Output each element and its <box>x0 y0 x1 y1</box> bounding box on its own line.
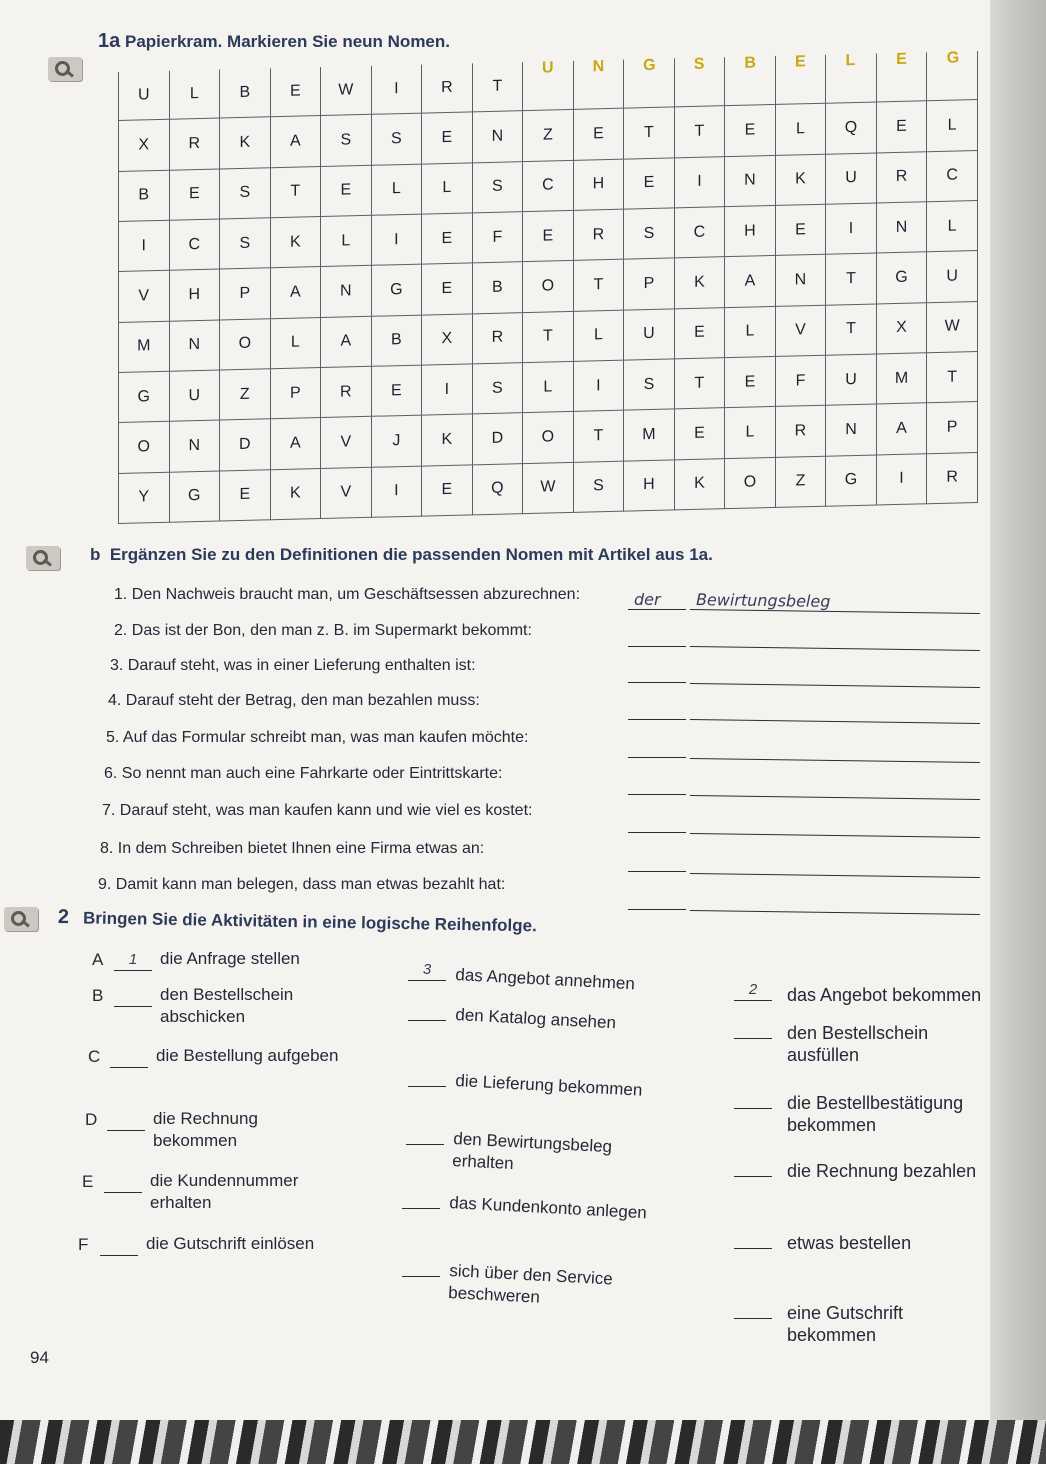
grid-cell[interactable] <box>624 58 675 108</box>
grid-cell[interactable] <box>573 60 624 110</box>
grid-cell[interactable]: E <box>169 169 220 221</box>
grid-cell[interactable]: X <box>119 120 170 172</box>
grid-cell[interactable]: N <box>321 266 372 318</box>
grid-cell[interactable]: L <box>270 317 321 369</box>
exercise-1a-number: 1a <box>98 30 121 52</box>
definition-item: 5. Auf das Formular schreibt man, was man kaufen möchte: <box>106 729 529 746</box>
grid-cell[interactable]: V <box>119 271 170 323</box>
exercise-1b-header <box>90 545 713 565</box>
grid-cell[interactable]: E <box>321 165 372 217</box>
order-blank[interactable] <box>734 1230 772 1249</box>
grid-cell[interactable]: D <box>472 413 523 465</box>
grid-cell[interactable]: N <box>169 420 220 472</box>
grid-cell[interactable]: S <box>371 114 422 166</box>
grid-cell[interactable]: A <box>725 256 776 308</box>
grid-cell[interactable]: L <box>725 306 776 358</box>
grid-cell[interactable]: K <box>775 154 826 206</box>
exercise-1a-title: Papierkram. Markieren Sie neun Nomen. <box>124 32 450 51</box>
grid-cell[interactable]: R <box>321 366 372 418</box>
activity-text: die Rechnung bekommen <box>153 1109 258 1150</box>
grid-cell[interactable]: E <box>422 465 473 517</box>
grid-cell[interactable]: U <box>927 251 978 303</box>
grid-cell[interactable]: K <box>270 217 321 269</box>
order-blank[interactable]: 2 <box>734 982 772 1001</box>
definition-item: 6. So nennt man auch eine Fahrkarte oder Eintrittskarte: <box>104 765 503 782</box>
activity-text: den Bestellschein ausfüllen <box>787 1023 929 1065</box>
grid-cell[interactable]: W <box>927 301 978 353</box>
grid-cell[interactable]: L <box>775 104 826 156</box>
word-search-grid <box>118 51 978 524</box>
exercise-2-title: Bringen Sie die Aktivitäten in eine logische Reihenfolge. <box>82 908 537 936</box>
grid-cell[interactable]: I <box>876 453 927 505</box>
grid-cell[interactable]: A <box>270 267 321 319</box>
grid-cell[interactable]: S <box>321 115 372 167</box>
grid-cell[interactable] <box>876 52 927 102</box>
activity-text: die Gutschrift einlösen <box>146 1234 315 1253</box>
grid-cell[interactable]: A <box>876 403 927 455</box>
grid-header-letter: U <box>542 59 554 77</box>
grid-cell[interactable]: L <box>422 163 473 215</box>
grid-cell[interactable]: F <box>775 355 826 407</box>
definition-item: 3. Darauf steht, was in einer Lieferung enthalten ist: <box>110 657 476 674</box>
activity-text: die Kundennummer erhalten <box>150 1171 299 1212</box>
grid-cell[interactable]: O <box>725 457 776 509</box>
order-blank[interactable]: 1 <box>114 952 152 971</box>
grid-cell[interactable]: S <box>624 208 675 260</box>
exercise-1b-title: Ergänzen Sie zu den Definitionen die passenden Nomen mit Artikel aus 1a. <box>109 545 713 564</box>
noun-blank[interactable] <box>690 666 980 688</box>
grid-cell[interactable]: B <box>220 68 271 118</box>
magnifier-icon <box>26 546 60 570</box>
grid-cell[interactable]: D <box>220 419 271 471</box>
grid-cell[interactable]: E <box>624 158 675 210</box>
grid-cell[interactable]: V <box>321 417 372 469</box>
grid-cell[interactable]: O <box>523 412 574 464</box>
activity-text: eine Gutschrift bekommen <box>787 1303 904 1345</box>
definition-item: 8. In dem Schreiben bietet Ihnen eine Firma etwas an: <box>100 840 485 857</box>
grid-cell[interactable]: T <box>826 304 877 356</box>
activity-letter: D <box>85 1110 98 1129</box>
grid-cell[interactable]: R <box>422 63 473 113</box>
grid-header-letter: B <box>744 54 756 72</box>
grid-cell[interactable]: B <box>472 262 523 314</box>
grid-cell[interactable]: G <box>826 455 877 507</box>
order-blank[interactable] <box>406 1126 444 1145</box>
grid-cell[interactable]: P <box>270 368 321 420</box>
grid-cell[interactable]: N <box>472 111 523 163</box>
activity-text: die Anfrage stellen <box>160 949 300 968</box>
grid-cell[interactable]: E <box>523 210 574 262</box>
grid-cell[interactable]: I <box>371 214 422 266</box>
grid-cell[interactable]: E <box>725 356 776 408</box>
grid-cell[interactable]: E <box>371 365 422 417</box>
grid-cell[interactable]: N <box>775 255 826 307</box>
grid-cell[interactable]: I <box>573 360 624 412</box>
grid-cell[interactable]: M <box>624 409 675 461</box>
activity-text: die Lieferung bekommen <box>454 1070 643 1100</box>
grid-header-letter: S <box>693 55 705 73</box>
activity-text: den Bewirtungsbeleg erhalten <box>451 1128 613 1174</box>
grid-cell[interactable]: L <box>573 310 624 362</box>
grid-cell[interactable]: V <box>321 467 372 519</box>
order-blank[interactable] <box>107 1112 145 1131</box>
grid-cell[interactable]: E <box>775 204 826 256</box>
article-blank[interactable] <box>628 629 686 647</box>
grid-cell[interactable]: K <box>674 257 725 309</box>
grid-cell[interactable]: L <box>927 201 978 253</box>
grid-header-letter: L <box>845 51 856 70</box>
grid-cell[interactable]: W <box>321 66 372 116</box>
order-blank[interactable] <box>408 1002 446 1021</box>
grid-cell[interactable]: A <box>321 316 372 368</box>
grid-cell[interactable] <box>927 51 978 101</box>
grid-cell[interactable]: E <box>422 213 473 265</box>
grid-cell[interactable]: T <box>927 352 978 404</box>
grid-cell[interactable]: G <box>169 471 220 523</box>
grid-cell[interactable]: M <box>876 353 927 405</box>
grid-cell[interactable]: H <box>725 206 776 258</box>
activity-text: die Bestellbestätigung bekommen <box>787 1093 964 1135</box>
grid-cell[interactable]: J <box>371 415 422 467</box>
grid-cell[interactable] <box>725 56 776 106</box>
order-blank[interactable] <box>402 1258 440 1277</box>
grid-cell[interactable]: E <box>220 469 271 521</box>
article-blank[interactable]: der <box>628 592 686 610</box>
order-blank[interactable] <box>408 1068 446 1087</box>
article-blank[interactable] <box>628 777 686 795</box>
grid-cell[interactable]: L <box>169 70 220 120</box>
grid-cell[interactable]: Y <box>119 472 170 524</box>
grid-cell[interactable]: G <box>119 371 170 423</box>
grid-cell[interactable]: N <box>169 320 220 372</box>
grid-cell[interactable]: O <box>220 319 271 371</box>
grid-cell[interactable]: U <box>826 354 877 406</box>
grid-cell[interactable]: R <box>169 119 220 171</box>
grid-cell[interactable]: N <box>826 404 877 456</box>
article-blank[interactable] <box>628 665 686 683</box>
activity-text: den Katalog ansehen <box>454 1004 617 1033</box>
grid-cell[interactable]: C <box>523 160 574 212</box>
grid-cell[interactable]: L <box>725 407 776 459</box>
grid-cell[interactable]: X <box>422 314 473 366</box>
article-blank[interactable] <box>628 815 686 833</box>
grid-cell[interactable]: T <box>573 260 624 312</box>
order-blank[interactable] <box>110 1049 148 1068</box>
grid-cell[interactable]: N <box>876 202 927 254</box>
grid-cell[interactable]: O <box>119 422 170 474</box>
grid-cell[interactable]: S <box>220 218 271 270</box>
grid-cell[interactable]: S <box>220 168 271 220</box>
order-blank[interactable]: 3 <box>408 962 446 981</box>
order-blank[interactable] <box>734 1090 772 1109</box>
article-blank[interactable] <box>628 702 686 720</box>
grid-cell[interactable]: I <box>371 65 422 115</box>
grid-cell[interactable]: E <box>573 109 624 161</box>
grid-cell[interactable]: S <box>573 461 624 513</box>
grid-cell[interactable]: A <box>270 418 321 470</box>
grid-cell[interactable]: U <box>624 309 675 361</box>
grid-cell[interactable]: N <box>725 155 776 207</box>
grid-cell[interactable]: O <box>523 261 574 313</box>
grid-cell[interactable]: T <box>472 62 523 112</box>
grid-cell[interactable]: Z <box>220 369 271 421</box>
magnifier-icon <box>48 57 82 81</box>
definition-item: 2. Das ist der Bon, den man z. B. im Supermarkt bekommt: <box>114 622 532 639</box>
grid-cell[interactable]: Q <box>472 463 523 515</box>
grid-cell[interactable]: E <box>674 307 725 359</box>
order-blank[interactable] <box>734 1158 772 1177</box>
article-blank[interactable] <box>628 892 686 910</box>
grid-cell[interactable]: A <box>270 116 321 168</box>
activity-text: etwas bestellen <box>787 1233 912 1253</box>
activity-letter: F <box>78 1235 89 1254</box>
grid-header-letter: E <box>794 53 806 71</box>
order-blank[interactable] <box>734 1300 772 1319</box>
magnifier-icon <box>4 907 38 931</box>
grid-cell[interactable]: G <box>371 265 422 317</box>
page-number: 94 <box>30 1348 49 1367</box>
grid-cell[interactable]: I <box>674 156 725 208</box>
grid-cell[interactable]: K <box>422 414 473 466</box>
grid-cell[interactable]: G <box>876 252 927 304</box>
grid-cell[interactable]: R <box>927 452 978 504</box>
order-blank[interactable] <box>104 1174 142 1193</box>
background-surface <box>0 1420 1046 1464</box>
grid-cell[interactable]: X <box>876 302 927 354</box>
definition-item: 9. Damit kann man belegen, dass man etwas bezahlt hat: <box>98 876 506 893</box>
grid-header-letter: E <box>896 50 907 68</box>
exercise-2-number: 2 <box>57 906 70 929</box>
grid-cell[interactable]: Q <box>826 102 877 154</box>
activity-text: das Angebot bekommen <box>787 985 982 1005</box>
grid-cell[interactable]: S <box>624 359 675 411</box>
grid-cell[interactable]: H <box>169 269 220 321</box>
page-edge <box>990 0 1046 1464</box>
grid-cell[interactable]: T <box>624 107 675 159</box>
grid-cell[interactable]: Z <box>523 110 574 162</box>
grid-cell[interactable]: T <box>674 358 725 410</box>
definition-item: 4. Darauf steht der Betrag, den man bezahlen muss: <box>108 692 480 709</box>
article-blank[interactable] <box>628 740 686 758</box>
activity-text: die Rechnung bezahlen <box>787 1161 977 1181</box>
grid-cell[interactable]: T <box>674 106 725 158</box>
grid-cell[interactable]: B <box>119 170 170 222</box>
definition-item: 7. Darauf steht, was man kaufen kann und wie viel es kostet: <box>102 802 533 819</box>
grid-cell[interactable] <box>775 55 826 105</box>
grid-cell[interactable]: U <box>119 71 170 121</box>
grid-cell[interactable]: W <box>523 462 574 514</box>
grid-cell[interactable]: E <box>674 408 725 460</box>
grid-cell[interactable]: T <box>826 253 877 305</box>
article-blank[interactable] <box>628 854 686 872</box>
grid-cell[interactable]: U <box>169 370 220 422</box>
grid-cell[interactable]: E <box>422 112 473 164</box>
grid-cell[interactable]: E <box>725 105 776 157</box>
grid-cell[interactable]: P <box>220 268 271 320</box>
grid-cell[interactable] <box>674 57 725 107</box>
grid-cell[interactable]: H <box>573 159 624 211</box>
exercise-1a-header <box>98 30 450 53</box>
grid-cell[interactable]: R <box>573 209 624 261</box>
grid-cell[interactable]: P <box>927 402 978 454</box>
order-blank[interactable] <box>402 1190 440 1209</box>
grid-cell[interactable]: R <box>775 406 826 458</box>
activity-text: das Kundenkonto anlegen <box>448 1192 648 1223</box>
order-blank[interactable] <box>100 1237 138 1256</box>
grid-cell[interactable]: C <box>927 150 978 202</box>
grid-cell[interactable]: E <box>422 263 473 315</box>
activity-text: die Bestellung aufgeben <box>156 1046 339 1065</box>
activity-text: sich über den Service beschweren <box>447 1260 614 1307</box>
noun-blank[interactable]: Bewirtungsbeleg <box>690 592 980 614</box>
order-blank[interactable] <box>734 1020 772 1039</box>
activity-letter: A <box>92 950 104 969</box>
grid-cell[interactable]: I <box>119 220 170 272</box>
definition-item: 1. Den Nachweis braucht man, um Geschäftsessen abzurechnen: <box>114 586 581 603</box>
activity-letter: B <box>92 986 104 1005</box>
grid-header-letter: N <box>592 58 605 76</box>
grid-cell[interactable]: L <box>321 215 372 267</box>
grid-cell[interactable]: T <box>523 311 574 363</box>
grid-cell[interactable]: P <box>624 258 675 310</box>
noun-blank[interactable] <box>690 741 980 763</box>
grid-cell[interactable]: L <box>927 100 978 152</box>
grid-cell[interactable]: R <box>472 312 523 364</box>
grid-cell[interactable] <box>826 53 877 103</box>
grid-cell[interactable]: T <box>270 166 321 218</box>
grid-cell[interactable]: T <box>573 411 624 463</box>
grid-cell[interactable]: F <box>472 212 523 264</box>
grid-cell[interactable]: M <box>119 321 170 373</box>
activity-letter: E <box>82 1172 94 1191</box>
grid-cell[interactable]: R <box>876 152 927 204</box>
grid-cell[interactable]: V <box>775 305 826 357</box>
grid-cell[interactable]: E <box>876 101 927 153</box>
grid-cell[interactable]: C <box>169 219 220 271</box>
activity-letter: C <box>88 1047 101 1066</box>
grid-cell[interactable]: S <box>472 161 523 213</box>
grid-cell[interactable]: C <box>674 207 725 259</box>
grid-cell[interactable]: Z <box>775 456 826 508</box>
grid-cell[interactable]: L <box>371 164 422 216</box>
grid-header-letter: G <box>643 56 656 75</box>
grid-cell[interactable]: H <box>624 460 675 512</box>
grid-cell[interactable]: L <box>523 361 574 413</box>
grid-cell[interactable]: I <box>826 203 877 255</box>
grid-cell[interactable]: E <box>270 67 321 117</box>
grid-header-letter: G <box>946 49 960 67</box>
grid-cell[interactable]: B <box>371 315 422 367</box>
noun-blank[interactable] <box>690 856 980 878</box>
grid-cell[interactable]: I <box>422 364 473 416</box>
grid-cell[interactable]: S <box>472 363 523 415</box>
activity-text: den Bestellschein abschicken <box>160 985 294 1026</box>
grid-cell[interactable] <box>523 61 574 111</box>
grid-cell[interactable]: K <box>220 117 271 169</box>
grid-cell[interactable]: U <box>826 153 877 205</box>
exercise-1b-letter: b <box>90 545 101 564</box>
order-blank[interactable] <box>114 988 152 1007</box>
activity-text: das Angebot annehmen <box>454 964 636 994</box>
grid-cell[interactable]: K <box>674 458 725 510</box>
grid-cell[interactable]: K <box>270 468 321 520</box>
grid-cell[interactable]: I <box>371 466 422 518</box>
